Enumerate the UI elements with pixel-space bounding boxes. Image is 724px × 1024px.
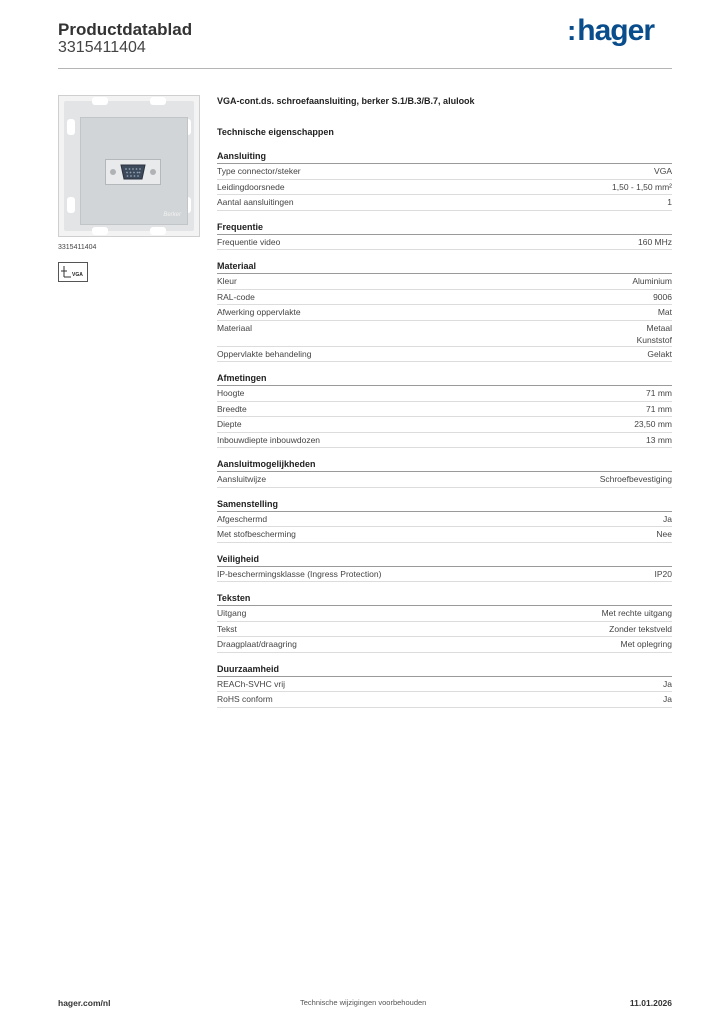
spec-row bbox=[217, 386, 672, 402]
frame-clip bbox=[150, 227, 166, 235]
spec-value: Nee bbox=[656, 529, 672, 539]
spec-label: Materiaal bbox=[217, 322, 252, 333]
spec-value: IP20 bbox=[654, 568, 672, 579]
spec-label: Inbouwdiepte inbouwdozen bbox=[217, 434, 321, 445]
spec-row bbox=[217, 622, 672, 638]
spec-value: 23,50 mm bbox=[634, 419, 672, 429]
spec-row bbox=[217, 290, 672, 306]
spec-value: Aluminium bbox=[632, 276, 672, 286]
spec-sections bbox=[217, 149, 672, 708]
spec-row bbox=[217, 677, 672, 693]
spec-row bbox=[217, 347, 672, 363]
frame-clip bbox=[67, 197, 75, 213]
spec-row bbox=[217, 606, 672, 622]
product-number: 3315411404 bbox=[58, 39, 146, 56]
spec-value: VGA bbox=[654, 166, 672, 176]
spec-row bbox=[217, 321, 672, 347]
section-title: Teksten bbox=[217, 591, 672, 606]
spec-section bbox=[217, 662, 672, 708]
frame bbox=[64, 101, 194, 231]
spec-row bbox=[217, 274, 672, 290]
cover-plate bbox=[80, 117, 188, 225]
spec-value: 9006 bbox=[653, 291, 672, 302]
frame-clip bbox=[150, 97, 166, 105]
spec-section bbox=[217, 371, 672, 448]
spec-section bbox=[217, 220, 672, 251]
section-title: Samenstelling bbox=[217, 497, 672, 512]
product-image bbox=[58, 95, 200, 237]
spec-row bbox=[217, 164, 672, 180]
spec-label: RAL-code bbox=[217, 291, 255, 302]
spec-row bbox=[217, 433, 672, 449]
spec-value: Met rechte uitgang bbox=[601, 608, 672, 618]
frame-clip bbox=[92, 227, 108, 235]
connector-symbol-label: VGA bbox=[72, 272, 83, 278]
spec-label: Breedte bbox=[217, 403, 247, 414]
spec-label: Tekst bbox=[217, 623, 237, 634]
spec-value: Metaal Kunststof bbox=[636, 322, 672, 345]
spec-row bbox=[217, 305, 672, 321]
spec-section bbox=[217, 497, 672, 543]
spec-label: REACh-SVHC vrij bbox=[217, 678, 286, 689]
spec-row bbox=[217, 402, 672, 418]
spec-label: Type connector/steker bbox=[217, 166, 301, 176]
spec-label: Afwerking oppervlakte bbox=[217, 307, 301, 317]
spec-label: Kleur bbox=[217, 276, 237, 286]
spec-value: Ja bbox=[663, 694, 672, 704]
section-title: Frequentie bbox=[217, 220, 672, 235]
spec-row bbox=[217, 567, 672, 583]
spec-section bbox=[217, 457, 672, 488]
spec-row bbox=[217, 692, 672, 708]
spec-label: Hoogte bbox=[217, 388, 245, 398]
frame-clip bbox=[92, 97, 108, 105]
spec-row bbox=[217, 180, 672, 196]
header-title: Productdatablad bbox=[58, 20, 193, 39]
spec-label: Leidingdoorsnede bbox=[217, 181, 285, 192]
spec-value: 1 bbox=[667, 197, 672, 207]
spec-section bbox=[217, 552, 672, 583]
footer-disclaimer: Technische wijzigingen voorbehouden bbox=[300, 998, 427, 1007]
spec-label: Afgeschermd bbox=[217, 513, 268, 524]
spec-value: Ja bbox=[663, 678, 672, 689]
spec-section bbox=[217, 149, 672, 211]
spec-row bbox=[217, 637, 672, 653]
connector-symbol bbox=[58, 262, 88, 282]
spec-label: IP-beschermingsklasse (Ingress Protection) bbox=[217, 568, 382, 579]
spec-row bbox=[217, 417, 672, 433]
spec-row bbox=[217, 195, 672, 211]
spec-label: Draagplaat/draagring bbox=[217, 639, 297, 649]
spec-row bbox=[217, 235, 672, 251]
hager-logo: :hager bbox=[566, 14, 654, 47]
spec-section bbox=[217, 591, 672, 653]
footer-date: 11.01.2026 bbox=[629, 998, 672, 1008]
spec-value: 71 mm bbox=[646, 403, 672, 414]
spec-value: Zonder tekstveld bbox=[609, 623, 672, 634]
section-title: Materiaal bbox=[217, 259, 672, 274]
content bbox=[217, 96, 672, 717]
spec-value: Met oplegring bbox=[620, 639, 672, 649]
plate-brand: Berker bbox=[163, 212, 181, 218]
spec-section bbox=[217, 259, 672, 362]
spec-value: 13 mm bbox=[646, 434, 672, 445]
spec-value: 160 MHz bbox=[637, 236, 672, 247]
spec-label: Frequentie video bbox=[217, 236, 281, 247]
spec-value: 71 mm bbox=[646, 388, 672, 398]
spec-value: Schroefbevestiging bbox=[599, 474, 672, 484]
logo-text: hager bbox=[577, 14, 654, 47]
spec-row bbox=[217, 472, 672, 488]
section-title: Aansluiting bbox=[217, 149, 672, 164]
spec-value: 1,50 - 1,50 mm² bbox=[612, 181, 672, 192]
frame-clip bbox=[67, 119, 75, 135]
section-title: Veiligheid bbox=[217, 552, 672, 567]
section-title: Aansluitmogelijkheden bbox=[217, 457, 672, 472]
spec-row bbox=[217, 512, 672, 528]
spec-label: Met stofbescherming bbox=[217, 529, 296, 539]
spec-label: RoHS conform bbox=[217, 694, 273, 704]
spec-label: Uitgang bbox=[217, 608, 247, 618]
header-divider bbox=[58, 68, 672, 69]
section-title: Duurzaamheid bbox=[217, 662, 672, 677]
spec-label: Diepte bbox=[217, 419, 242, 429]
image-caption: 3315411404 bbox=[58, 244, 97, 251]
spec-value: Ja bbox=[663, 513, 672, 524]
spec-value: Mat bbox=[657, 307, 672, 317]
section-title: Afmetingen bbox=[217, 371, 672, 386]
tech-properties-title: Technische eigenschappen bbox=[217, 127, 334, 137]
spec-label: Aantal aansluitingen bbox=[217, 197, 294, 207]
footer-website[interactable]: hager.com/nl bbox=[58, 998, 111, 1008]
spec-label: Oppervlakte behandeling bbox=[217, 348, 312, 359]
spec-label: Aansluitwijze bbox=[217, 474, 267, 484]
spec-value: Gelakt bbox=[647, 348, 672, 359]
spec-row bbox=[217, 527, 672, 543]
product-description: VGA-cont.ds. schroefaansluiting, berker S.1/B.3/B.7, alulook bbox=[217, 96, 475, 106]
vga-port-icon bbox=[105, 159, 161, 185]
